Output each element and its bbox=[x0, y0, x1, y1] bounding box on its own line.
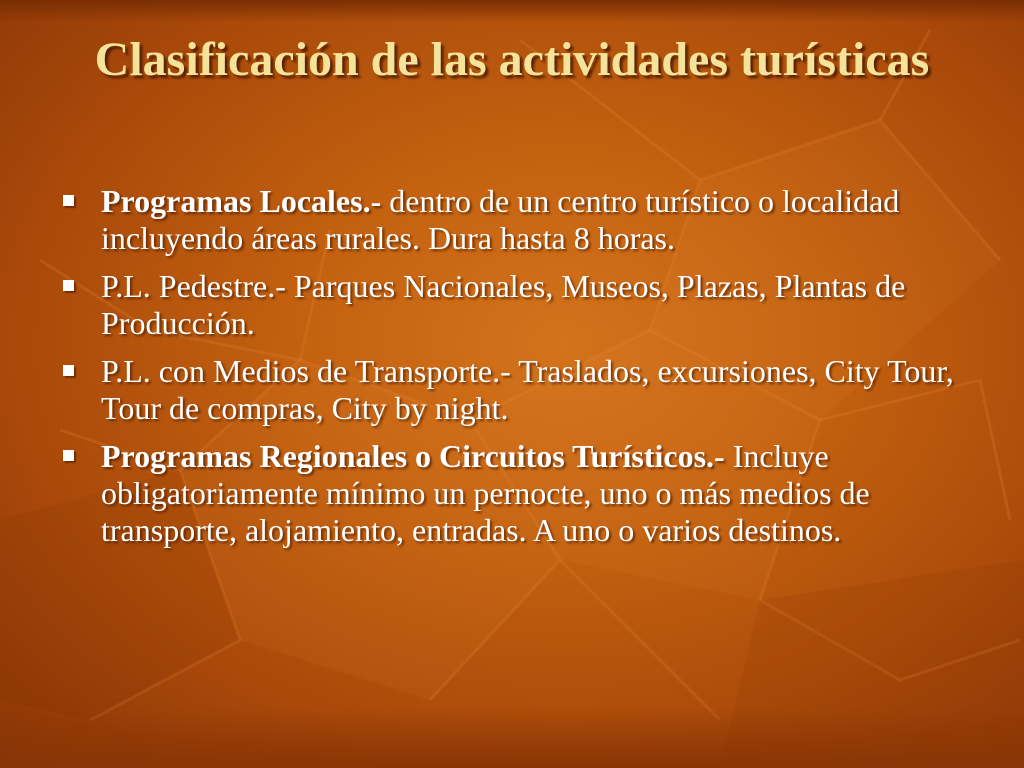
bullet-item-pl-pedestre bbox=[58, 268, 958, 342]
top-shade bbox=[0, 0, 1024, 22]
bullet-text: P.L. con Medios de Transporte.- Traslados, excursiones, City Tour, Tour de compras, City by night. bbox=[101, 353, 954, 426]
bottom-shade bbox=[0, 708, 1024, 768]
bullet-lead: Programas Regionales o Circuitos Turísticos.- bbox=[101, 438, 725, 474]
bullet-list bbox=[58, 183, 958, 560]
bullet-text: P.L. Pedestre.- Parques Nacionales, Museos, Plazas, Plantas de Producción. bbox=[101, 268, 906, 341]
bullet-item-programas-regionales bbox=[58, 438, 958, 549]
square-bullet-icon bbox=[63, 365, 74, 376]
square-bullet-icon bbox=[63, 280, 74, 291]
bullet-lead: Programas Locales.- bbox=[101, 183, 382, 219]
square-bullet-icon bbox=[63, 450, 74, 461]
bullet-text: Incluye obligatoriamente mínimo un pernocte, uno o más medios de transporte, alojamiento, entradas. A uno o varios destinos. bbox=[101, 438, 870, 548]
bullet-item-pl-transporte bbox=[58, 353, 958, 427]
bullet-item-programas-locales bbox=[58, 183, 958, 257]
square-bullet-icon bbox=[63, 195, 74, 206]
bullet-text: dentro de un centro turístico o localidad incluyendo áreas rurales. Dura hasta 8 horas. bbox=[101, 183, 900, 256]
slide-title: Clasificación de las actividades turísticas bbox=[94, 33, 930, 86]
